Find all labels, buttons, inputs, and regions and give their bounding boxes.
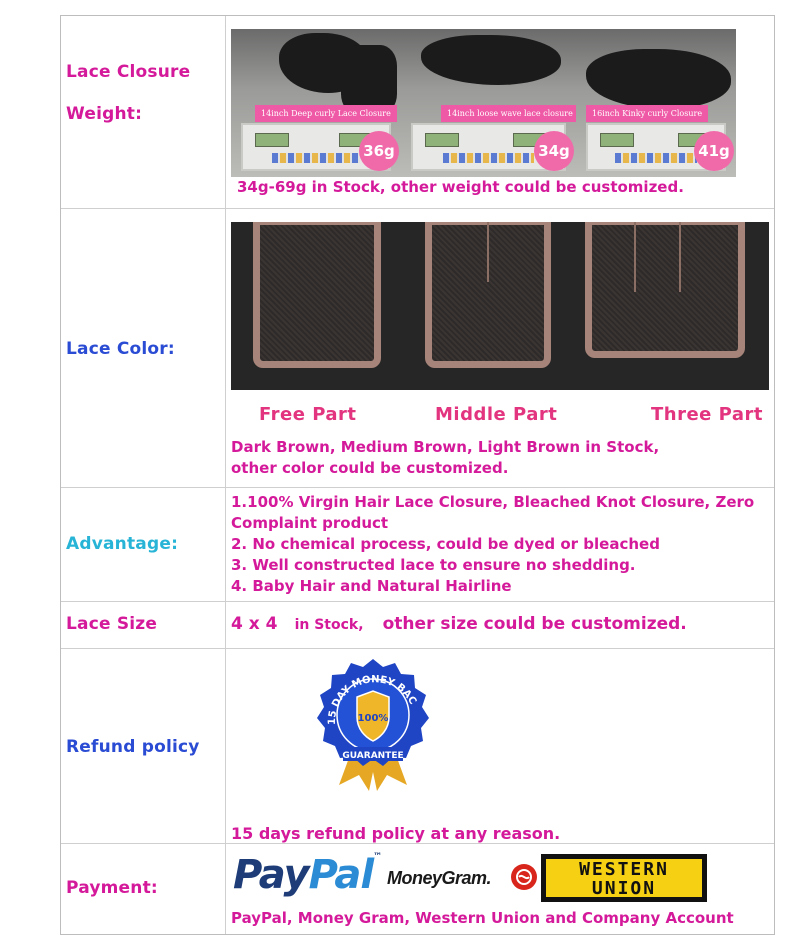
advantage-item: 3. Well constructed lace to ensure no shedding. (231, 556, 636, 574)
lace-photo-middle-part (401, 222, 569, 390)
weight-badge: 41g (694, 131, 734, 171)
row-lace-size (61, 602, 774, 649)
weight-badge: 36g (359, 131, 399, 171)
western-union-line1: WESTERN (579, 859, 669, 880)
money-back-guarantee-badge (309, 655, 437, 791)
advantage-item: 4. Baby Hair and Natural Hairline (231, 577, 512, 595)
weight-label-line1: Lace Closure (66, 62, 191, 82)
advantage-item: 1.100% Virgin Hair Lace Closure, Bleached Knot Closure, Zero (231, 493, 755, 511)
lace-size-label: Lace Size (66, 614, 158, 634)
lace-color-content (231, 222, 768, 482)
row-payment (61, 844, 774, 936)
lace-color-label: Lace Color: (66, 339, 175, 359)
refund-note: 15 days refund policy at any reason. (231, 824, 561, 843)
weight-photo-kinky-curly (576, 29, 736, 177)
advantage-label: Advantage: (66, 534, 179, 554)
row-weight (61, 16, 774, 209)
weight-photo-deep-curly (231, 29, 401, 177)
weight-note: 34g-69g in Stock, other weight could be customized. (237, 178, 684, 196)
weight-photos (231, 29, 768, 205)
payment-note: PayPal, Money Gram, Western Union and Company Account (231, 909, 734, 927)
moneygram-logo: MoneyGram. (387, 868, 492, 888)
product-spec-table (60, 15, 775, 935)
lace-size-dimensions: 4 x 4 (231, 614, 278, 634)
row-advantage (61, 488, 774, 602)
western-union-logo (541, 854, 707, 902)
lace-size-stock: in Stock, (294, 617, 364, 633)
advantage-item: Complaint product (231, 514, 389, 532)
refund-label: Refund policy (66, 737, 200, 757)
lace-photo-free-part (231, 222, 401, 390)
weight-photo-loose-wave (401, 29, 576, 177)
payment-content (231, 844, 768, 936)
badge-ribbon-text: GUARANTEE (342, 751, 404, 761)
part-label-middle: Middle Part (435, 404, 558, 425)
badge-arc-text: 15 DAY MONEY BAC (326, 674, 419, 726)
payment-label: Payment: (66, 878, 158, 898)
weight-photo-label: 16inch Kinky curly Closure (586, 105, 708, 122)
refund-content (231, 649, 768, 843)
part-label-free: Free Part (259, 404, 357, 425)
badge-center-text: 100% (357, 713, 389, 724)
advantage-list (231, 492, 768, 597)
part-label-three: Three Part (651, 404, 763, 425)
weight-label-line2: Weight: (66, 104, 143, 124)
color-note-line1: Dark Brown, Medium Brown, Light Brown in Stock, (231, 438, 660, 456)
row-refund-policy (61, 649, 774, 844)
row-lace-color (61, 209, 774, 488)
lace-photo-three-part (569, 222, 769, 390)
lace-size-custom: other size could be customized. (382, 614, 687, 634)
weight-photo-label: 14inch loose wave lace closure (441, 105, 576, 122)
lace-size-value (231, 614, 768, 636)
payment-logos (231, 850, 768, 906)
weight-photo-label: 14inch Deep curly Lace Closure (255, 105, 397, 122)
paypal-logo: PayPal™ (233, 852, 382, 898)
moneygram-globe-icon (511, 864, 537, 890)
advantage-item: 2. No chemical process, could be dyed or bleached (231, 535, 660, 553)
color-note-line2: other color could be customized. (231, 459, 509, 477)
weight-badge: 34g (534, 131, 574, 171)
western-union-line2: UNION (591, 878, 657, 899)
